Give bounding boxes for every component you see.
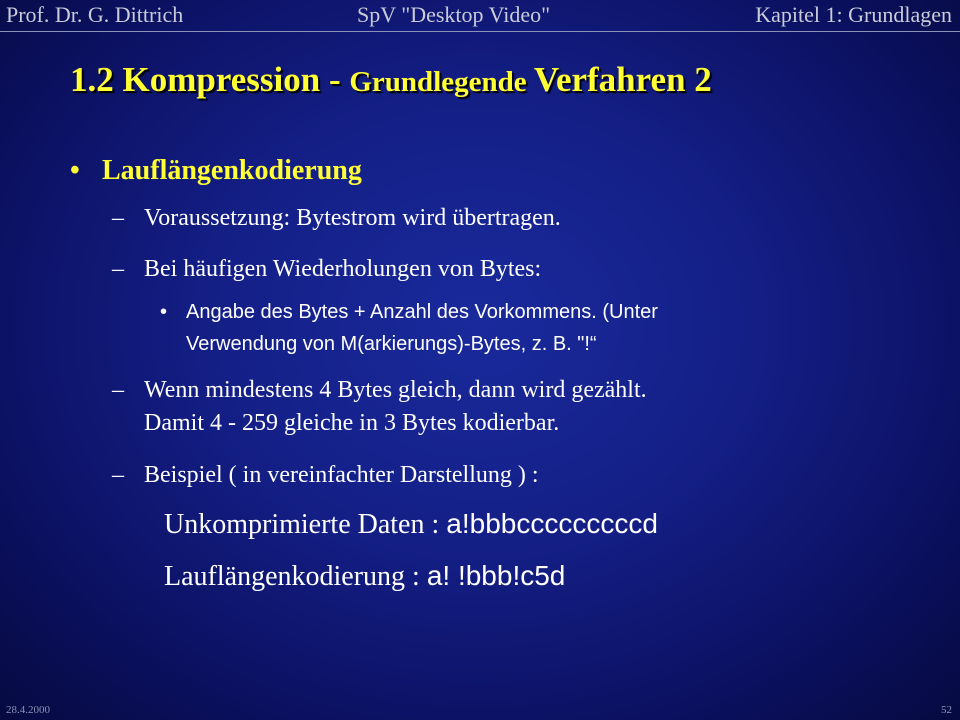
header-course: SpV "Desktop Video" (357, 2, 551, 27)
sub-item-example (112, 459, 539, 492)
footer-page-number: 52 (941, 704, 952, 716)
dash-marker: – (112, 462, 124, 488)
sub-item-prerequisite (112, 202, 561, 235)
main-bullet (70, 155, 362, 187)
example-uncompressed (164, 508, 658, 541)
title-part-3: Verfahren 2 (533, 60, 712, 99)
header-chapter: Kapitel 1: Grundlagen (755, 2, 952, 27)
sub-item-line-1: Wenn mindestens 4 Bytes gleich, dann wird gezählt. (144, 377, 647, 403)
title-part-1: 1.2 Kompression - (70, 60, 350, 99)
main-bullet-label: Lauflängenkodierung (102, 155, 362, 186)
sub-item-text: Beispiel ( in vereinfachter Darstellung ) : (144, 462, 539, 488)
sub-item-line-2: Damit 4 - 259 gleiche in 3 Bytes kodierbar. (144, 410, 560, 436)
sub-sub-item-line-1: Angabe des Bytes + Anzahl des Vorkommens. (Unter (186, 301, 658, 323)
dash-marker: – (112, 256, 124, 282)
sub-sub-item-line-2: Verwendung von M(arkierungs)-Bytes, z. B. "!“ (186, 333, 597, 355)
example-run-length-value: a! !bbb!c5d (426, 560, 566, 591)
header-divider (0, 31, 960, 32)
dash-marker: – (112, 377, 124, 403)
slide-header (0, 0, 960, 32)
footer-date: 28.4.2000 (6, 704, 50, 716)
sub-sub-item-marker-bytes (160, 296, 658, 360)
sub-item-text: Bei häufigen Wiederholungen von Bytes: (144, 256, 542, 282)
example-run-length (164, 560, 565, 593)
sub-item-text: Voraussetzung: Bytestrom wird übertragen. (144, 205, 561, 231)
slide-title (70, 60, 712, 100)
example-uncompressed-value: a!bbbcccccccccd (446, 508, 658, 539)
example-run-length-label: Lauflängenkodierung : (164, 561, 427, 592)
sub-item-repetitions (112, 253, 541, 286)
sub-item-counting (112, 374, 647, 440)
bullet-marker: • (70, 155, 80, 186)
small-bullet-marker: • (160, 301, 168, 323)
title-part-2: Grundlegende (349, 66, 534, 98)
example-uncompressed-label: Unkomprimierte Daten : (164, 509, 447, 540)
header-author: Prof. Dr. G. Dittrich (6, 2, 184, 27)
dash-marker: – (112, 205, 124, 231)
